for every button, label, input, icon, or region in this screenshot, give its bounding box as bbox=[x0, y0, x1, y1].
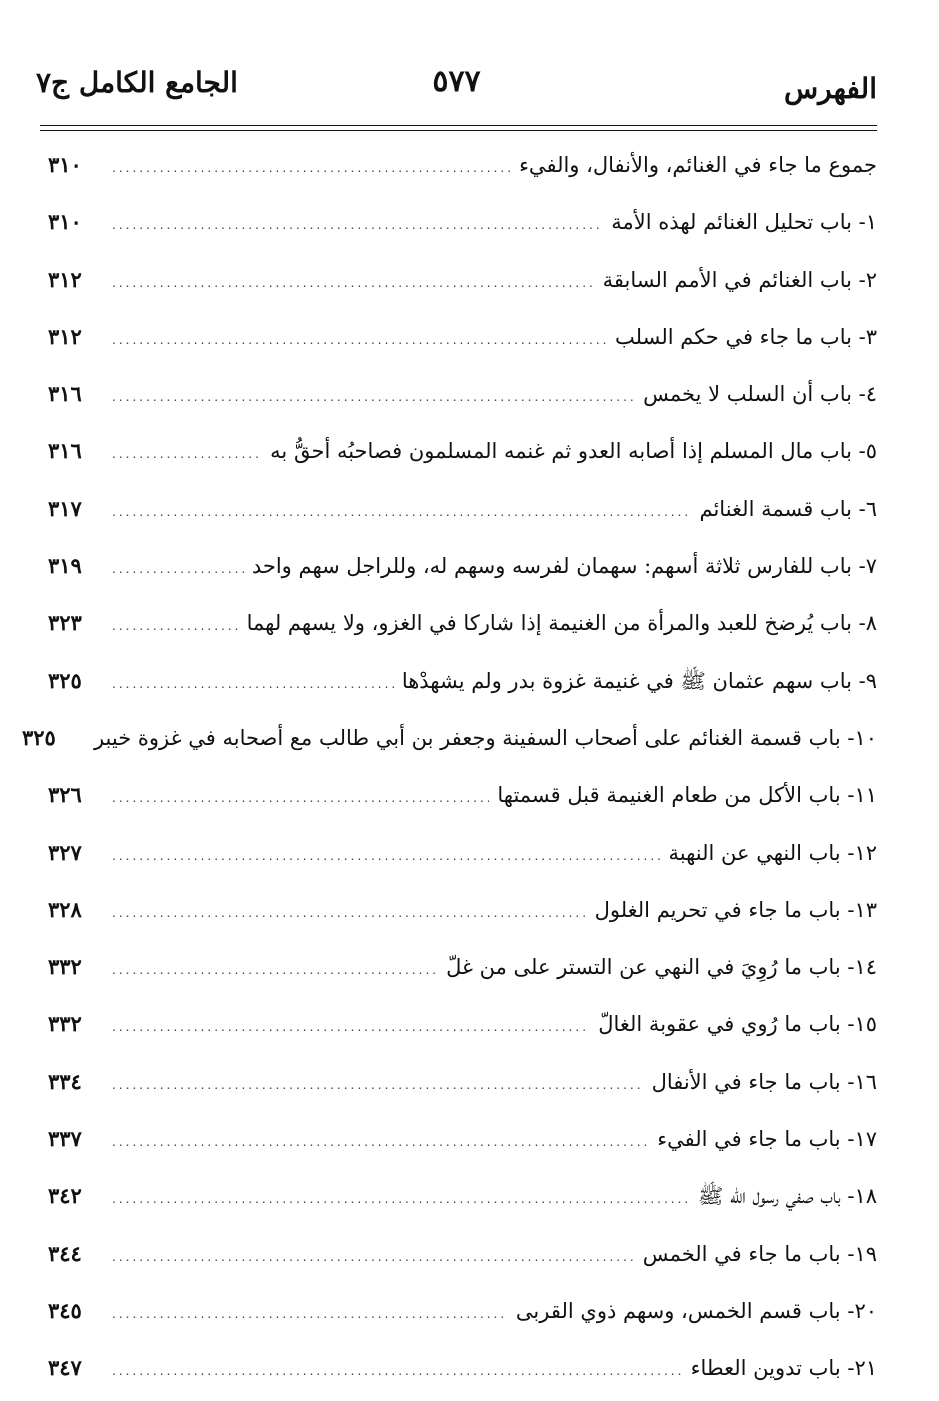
toc-entry bbox=[48, 1053, 877, 1110]
toc-entry-title: ١٦- باب ما جاء في الأنفال bbox=[651, 1069, 877, 1094]
toc-entry-title: ٤- باب أن السلب لا يخمس bbox=[643, 382, 877, 407]
toc-entry-page: ٣١٧ bbox=[48, 495, 82, 521]
toc-entry bbox=[48, 652, 877, 709]
toc-entry-title: ٨- باب يُرضخ للعبد والمرأة من الغنيمة إذا شاركا في الغزو، ولا يسهم لهما bbox=[246, 611, 877, 636]
toc-entry-page: ٣٢٥ bbox=[48, 667, 82, 693]
toc-entry-page: ٣٢٥ bbox=[21, 724, 56, 750]
toc-entry bbox=[48, 1110, 877, 1167]
toc-entry bbox=[48, 938, 877, 995]
toc-entry bbox=[48, 824, 877, 881]
section-title: الفهرس bbox=[783, 72, 877, 105]
dot-leader bbox=[112, 369, 635, 426]
toc-entry-title: جموع ما جاء في الغنائم، والأنفال، والفيء bbox=[519, 153, 877, 177]
toc-entry-title: ١٥- باب ما رُوي في عقوبة الغالّ bbox=[598, 1012, 877, 1037]
dot-leader bbox=[112, 885, 587, 942]
toc-entry bbox=[48, 193, 877, 250]
toc-entry-title: ١٩- باب ما جاء في الخمس bbox=[642, 1241, 877, 1266]
toc-entry-title: ٦- باب قسمة الغنائم bbox=[699, 496, 877, 521]
page-number: ٥٧٧ bbox=[432, 64, 481, 99]
toc-entry-title: ٢- باب الغنائم في الأمم السابقة bbox=[602, 267, 877, 292]
toc-entry-page: ٣١٢ bbox=[48, 323, 82, 349]
table-of-contents bbox=[21, 136, 877, 1397]
toc-entry-page: ٣١٦ bbox=[48, 381, 82, 407]
dot-leader bbox=[112, 1114, 649, 1171]
toc-entry-page: ٣١٢ bbox=[48, 266, 82, 292]
dot-leader bbox=[112, 942, 438, 999]
toc-entry bbox=[48, 365, 877, 422]
toc-entry-page: ٣٢٣ bbox=[48, 610, 82, 636]
dot-leader bbox=[112, 197, 603, 254]
toc-entry-title: ١٣- باب ما جاء في تحريم الغلول bbox=[594, 897, 877, 922]
toc-entry-page: ٣٣٧ bbox=[48, 1126, 82, 1152]
toc-entry-page: ٣٣٤ bbox=[48, 1068, 82, 1094]
dot-leader bbox=[112, 1286, 508, 1343]
toc-entry-title: ١٧- باب ما جاء في الفيء bbox=[657, 1127, 877, 1152]
toc-entry-title: ٩- باب سهم عثمان ﷺ في غنيمة غزوة بدر ولم يشهدْها bbox=[401, 668, 877, 693]
toc-entry-page: ٣٣٢ bbox=[48, 1011, 82, 1037]
toc-entry-title: ١١- باب الأكل من طعام الغنيمة قبل قسمتها bbox=[497, 783, 877, 808]
toc-entry-title: ٣- باب ما جاء في حكم السلب bbox=[615, 324, 877, 349]
dot-leader bbox=[112, 656, 394, 713]
toc-entry-page: ٣٤٤ bbox=[48, 1240, 82, 1266]
toc-entry-page: ٣٢٦ bbox=[48, 782, 82, 808]
toc-entry bbox=[48, 537, 877, 594]
toc-entry bbox=[48, 422, 877, 479]
toc-entry-title: ٧- باب للفارس ثلاثة أسهم: سهمان لفرسه وسهم له، وللراجل سهم واحد bbox=[251, 554, 877, 579]
toc-entry-page: ٣١٩ bbox=[48, 553, 82, 579]
dot-leader bbox=[112, 140, 511, 197]
toc-entry bbox=[48, 251, 877, 308]
toc-entry bbox=[48, 1225, 877, 1282]
toc-entry bbox=[48, 1339, 877, 1396]
dot-leader bbox=[112, 312, 607, 369]
dot-leader bbox=[112, 1057, 644, 1114]
dot-leader bbox=[112, 255, 595, 312]
toc-entry bbox=[48, 766, 877, 823]
toc-entry-page: ٣٤٢ bbox=[48, 1183, 82, 1209]
toc-entry-page: ٣١٦ bbox=[48, 438, 82, 464]
dot-leader bbox=[112, 770, 489, 827]
toc-entry bbox=[48, 308, 877, 365]
page-header bbox=[36, 58, 877, 118]
toc-entry-title: ١- باب تحليل الغنائم لهذه الأمة bbox=[611, 210, 877, 235]
dot-leader bbox=[112, 1343, 683, 1400]
dot-leader bbox=[112, 598, 239, 655]
dot-leader bbox=[112, 484, 691, 541]
toc-entry-page: ٣٢٧ bbox=[48, 839, 82, 865]
toc-entry-title: ٥- باب مال المسلم إذا أصابه العدو ثم غنمه المسلمون فصاحبُه أحقُّ به bbox=[270, 439, 877, 464]
toc-entry bbox=[48, 136, 877, 193]
toc-entry bbox=[48, 995, 877, 1052]
toc-entry-title: ١٨- باب صفي رسول الله ﷺ bbox=[697, 1184, 877, 1209]
header-rule bbox=[40, 125, 877, 126]
toc-entry bbox=[48, 480, 877, 537]
toc-entry-title: ١٠- باب قسمة الغنائم على أصحاب السفينة وجعفر بن أبي طالب مع أصحابه في غزوة خيبر bbox=[93, 725, 877, 750]
dot-leader bbox=[112, 1229, 635, 1286]
toc-entry bbox=[48, 1282, 877, 1339]
book-title: الجامع الكامل ج٧ bbox=[36, 66, 238, 99]
header-rule-second bbox=[40, 130, 877, 131]
toc-entry-page: ٣٤٥ bbox=[48, 1297, 82, 1323]
toc-entry-page: ٣٤٧ bbox=[48, 1355, 82, 1381]
dot-leader bbox=[112, 999, 590, 1056]
dot-leader bbox=[112, 541, 244, 598]
toc-entry bbox=[21, 709, 877, 766]
toc-entry-page: ٣٢٨ bbox=[48, 896, 82, 922]
toc-entry-page: ٣١٠ bbox=[48, 209, 82, 235]
toc-entry-title: ١٤- باب ما رُوِيَ في النهي عن التستر على من غلّ bbox=[446, 955, 877, 980]
dot-leader bbox=[112, 1171, 690, 1228]
toc-entry-page: ٣٣٢ bbox=[48, 954, 82, 980]
dot-leader bbox=[112, 828, 661, 885]
dot-leader bbox=[112, 426, 262, 483]
toc-entry-page: ٣١٠ bbox=[48, 152, 82, 177]
toc-entry bbox=[48, 1167, 877, 1224]
toc-entry bbox=[48, 881, 877, 938]
toc-entry-title: ١٢- باب النهي عن النهبة bbox=[668, 840, 877, 865]
toc-entry bbox=[48, 594, 877, 651]
toc-entry-title: ٢١- باب تدوين العطاء bbox=[690, 1356, 877, 1381]
toc-entry-title: ٢٠- باب قسم الخمس، وسهم ذوي القربى bbox=[515, 1298, 877, 1323]
